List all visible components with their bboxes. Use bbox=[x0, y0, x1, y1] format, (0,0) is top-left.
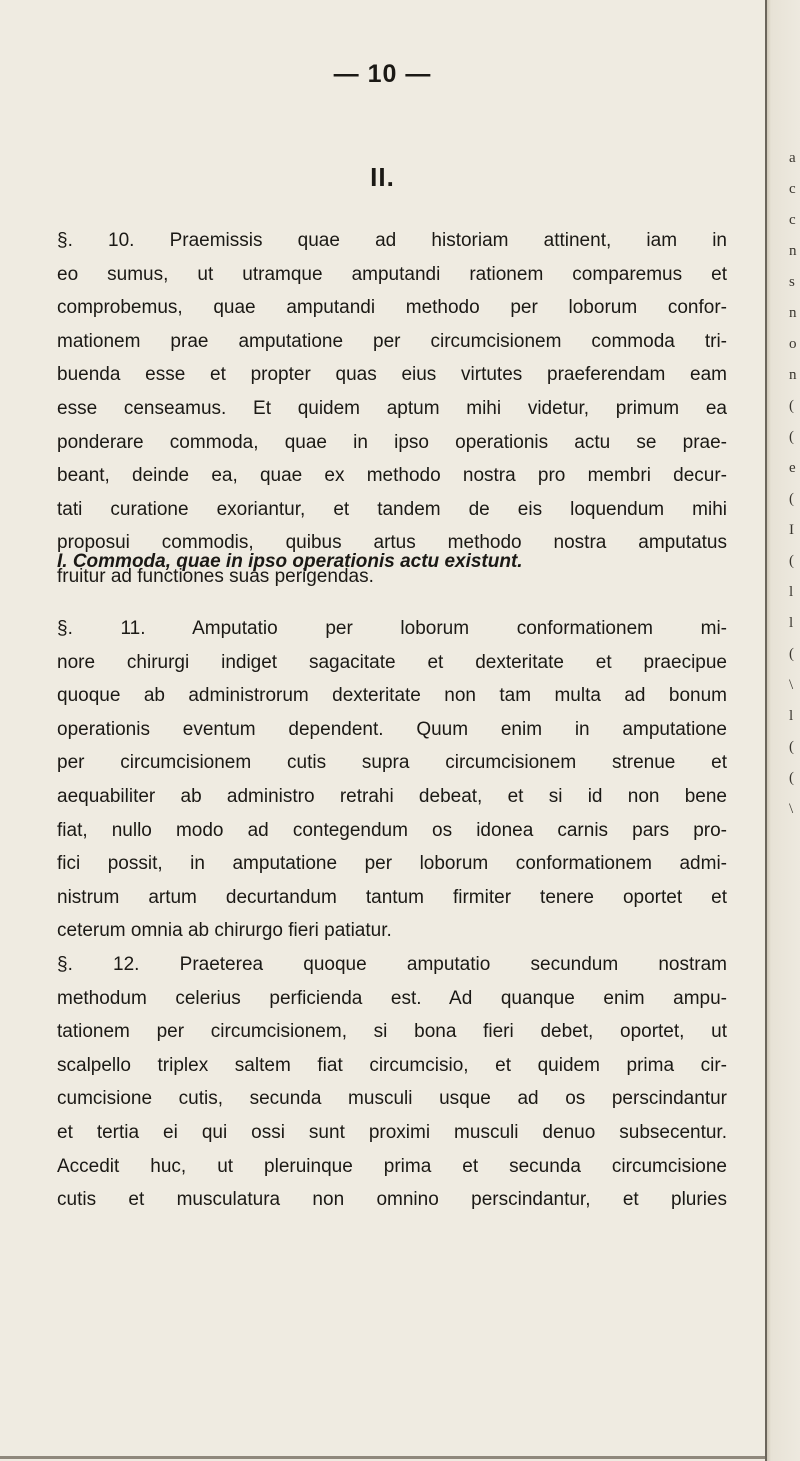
margin-glyph: ( bbox=[789, 739, 794, 755]
text-line: comprobemus, quae amputandi methodo per loborum confor- bbox=[57, 297, 727, 319]
text-line: beant, deinde ea, quae ex methodo nostra pro membri decur- bbox=[57, 465, 727, 487]
margin-glyph: n bbox=[789, 243, 797, 259]
text-line: esse censeamus. Et quidem aptum mihi videtur, primum ea bbox=[57, 397, 727, 419]
text-line: Accedit huc, ut pleruinque prima et secunda circumcisione bbox=[57, 1155, 727, 1177]
page-number: — 10 — bbox=[333, 60, 432, 88]
text-line: mationem prae amputatione per circumcisionem commoda tri- bbox=[57, 330, 727, 352]
text-line: quoque ab administrorum dexteritate non tam multa ad bonum bbox=[57, 685, 727, 707]
paragraphs-11-12 bbox=[57, 612, 727, 1217]
margin-glyph: a bbox=[789, 150, 796, 166]
margin-glyph: n bbox=[789, 305, 797, 321]
text-line: proposui commodis, quibus artus methodo nostra amputatus bbox=[57, 532, 727, 554]
margin-glyph: I bbox=[789, 522, 794, 538]
margin-glyph: o bbox=[789, 336, 797, 352]
text-line: scalpello triplex saltem fiat circumcisio, et quidem prima cir- bbox=[57, 1054, 727, 1076]
margin-glyph: ( bbox=[789, 398, 794, 414]
text-line: methodum celerius perficienda est. Ad quanque enim ampu- bbox=[57, 987, 727, 1009]
margin-glyph: ( bbox=[789, 553, 794, 569]
margin-glyph: e bbox=[789, 460, 796, 476]
subheading: I. Commoda, quae in ipso operationis actu existunt. bbox=[57, 551, 523, 572]
text-line: fici possit, in amputatione per loborum conformationem admi- bbox=[57, 853, 727, 875]
margin-glyph: ( bbox=[789, 770, 794, 786]
margin-glyph: l bbox=[789, 615, 794, 631]
text-line: et tertia ei qui ossi sunt proximi musculi denuo subsecentur. bbox=[57, 1121, 727, 1143]
margin-glyph: ( bbox=[789, 646, 794, 662]
margin-glyph: ( bbox=[789, 491, 794, 507]
section-heading: II. bbox=[370, 162, 395, 192]
margin-glyph: l bbox=[789, 584, 794, 600]
text-line: tati curatione exoriantur, et tandem de eis loquendum mihi bbox=[57, 498, 727, 520]
margin-glyph: l bbox=[789, 708, 794, 724]
text-line: fruitur ad functiones suas perigendas. bbox=[57, 565, 374, 587]
margin-glyph: s bbox=[789, 274, 795, 290]
margin-glyph: c bbox=[789, 181, 796, 197]
text-line: cumcisione cutis, secunda musculi usque ad os perscindantur bbox=[57, 1088, 727, 1110]
text-line: eo sumus, ut utramque amputandi rationem comparemus et bbox=[57, 263, 727, 285]
text-line: ceterum omnia ab chirurgo fieri patiatur. bbox=[57, 920, 392, 942]
text-line: §. 11. Amputatio per loborum conformationem mi- bbox=[57, 618, 727, 639]
text-line: cutis et musculatura non omnino perscindantur, et pluries bbox=[57, 1189, 727, 1211]
text-line: §. 10. Praemissis quae ad historiam attinent, iam in bbox=[57, 230, 727, 251]
paragraph-10 bbox=[57, 224, 727, 594]
adjacent-page-edge bbox=[765, 0, 800, 1461]
text-line: nore chirurgi indiget sagacitate et dexteritate et praecipue bbox=[57, 651, 727, 673]
margin-glyph: ( bbox=[789, 429, 794, 445]
margin-glyph: \ bbox=[789, 801, 794, 817]
text-line: nistrum artum decurtandum tantum firmiter tenere oportet et bbox=[57, 886, 727, 908]
margin-glyph: c bbox=[789, 212, 796, 228]
margin-glyph: n bbox=[789, 367, 797, 383]
text-line: fiat, nullo modo ad contegendum os idonea carnis pars pro- bbox=[57, 819, 727, 841]
text-line: buenda esse et propter quas eius virtutes praeferendam eam bbox=[57, 364, 727, 386]
text-line: aequabiliter ab administro retrahi debeat, et si id non bene bbox=[57, 785, 727, 807]
text-line: operationis eventum dependent. Quum enim in amputatione bbox=[57, 718, 727, 740]
bottom-edge bbox=[0, 1456, 765, 1459]
margin-glyph: \ bbox=[789, 677, 794, 693]
text-line: per circumcisionem cutis supra circumcisionem strenue et bbox=[57, 752, 727, 774]
text-line: ponderare commoda, quae in ipso operationis actu se prae- bbox=[57, 431, 727, 453]
text-line: §. 12. Praeterea quoque amputatio secundum nostram bbox=[57, 953, 727, 975]
text-line: tationem per circumcisionem, si bona fieri debet, oportet, ut bbox=[57, 1021, 727, 1043]
